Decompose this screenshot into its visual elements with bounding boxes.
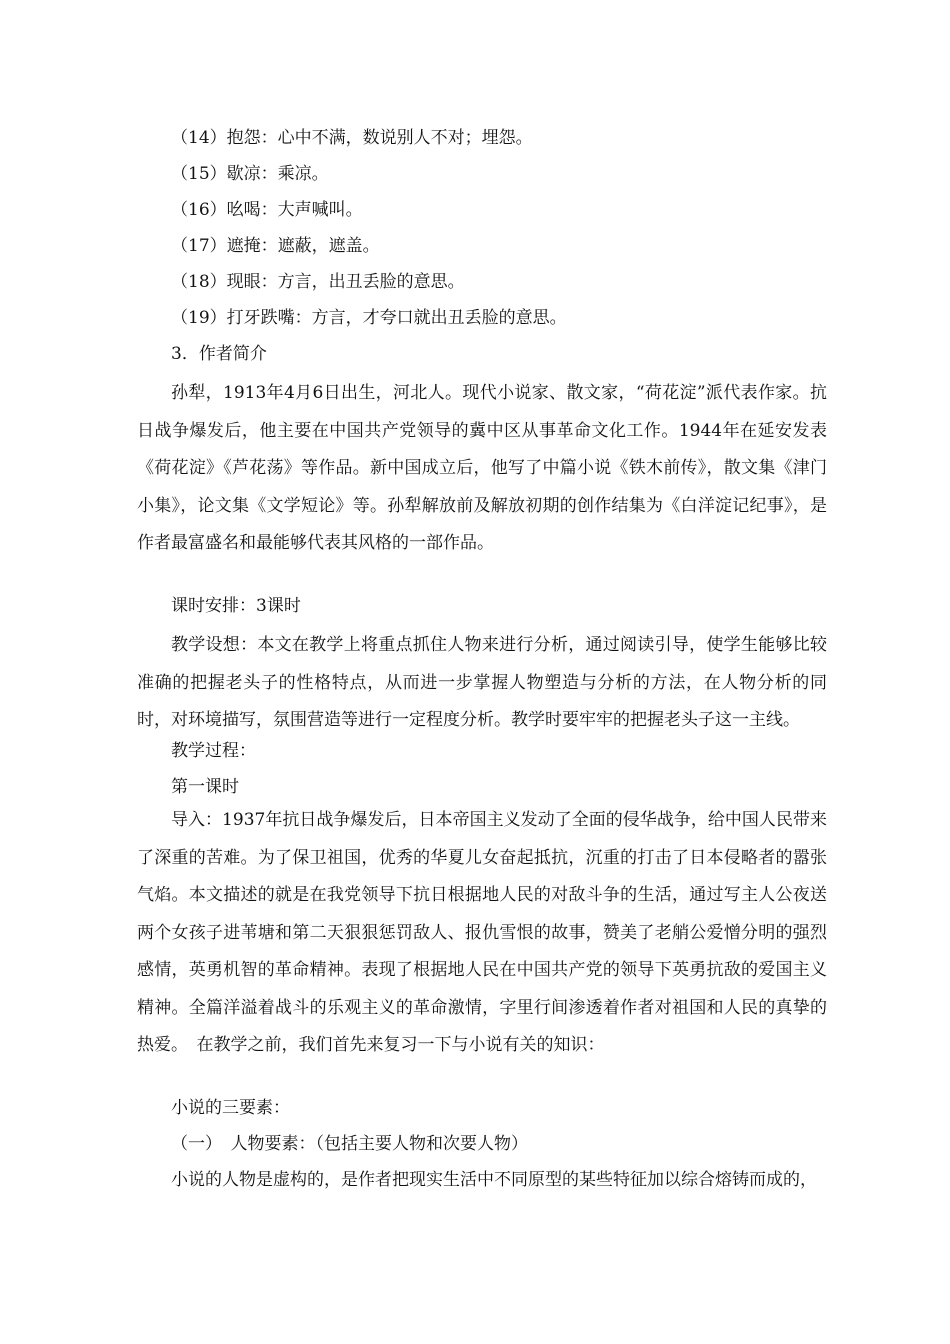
- glossary-item-18: （18）现眼：方言，出丑丢脸的意思。: [171, 272, 465, 292]
- element-one-heading: （一） 人物要素：（包括主要人物和次要人物）: [171, 1134, 528, 1154]
- three-elements-heading: 小说的三要素：: [171, 1098, 290, 1118]
- introduction-paragraph: 导入：1937年抗日战争爆发后，日本帝国主义发动了全面的侵华战争，给中国人民带来了深重的苦难。为了保卫祖国，优秀的华夏儿女奋起抵抗，沉重的打击了日本侵略者的嚣张气焰。本文描述的就是在我党领导下抗日根据地人民的对敌斗争的生活，通过写主人公夜送两个女孩子进苇塘和第二天狠狠惩罚敌人、报仇雪恨的故事，赞美了老艄公爱憎分明的强烈感情，英勇机智的革命精神。表现了根据地人民在中国共产党的领导下英勇抗敌的爱国主义精神。全篇洋溢着战斗的乐观主义的革命激情，字里行间渗透着作者对祖国和人民的真挚的热爱。 在教学之前，我们首先来复习一下与小说有关的知识：: [137, 810, 827, 1055]
- teaching-process-heading: 教学过程：: [171, 741, 256, 761]
- glossary-item-14: （14）抱怨：心中不满，数说别人不对；埋怨。: [171, 128, 533, 148]
- glossary-item-19: （19）打牙跌嘴：方言，才夸口就出丑丢脸的意思。: [171, 308, 567, 328]
- author-heading: 3．作者简介: [171, 344, 267, 364]
- teaching-concept-paragraph: 教学设想：本文在教学上将重点抓住人物来进行分析，通过阅读引导，使学生能够比较准确的把握老头子的性格特点，从而进一步掌握人物塑造与分析的方法，在人物分析的同时，对环境描写，氛围营造等进行一定程度分析。教学时要牢牢的把握老头子这一主线。: [137, 635, 827, 730]
- author-bio-paragraph: 孙犁，1913年4月6日出生，河北人。现代小说家、散文家，“荷花淀”派代表作家。抗日战争爆发后，他主要在中国共产党领导的冀中区从事革命文化工作。1944年在延安发表《荷花淀》《芦花荡》等作品。新中国成立后，他写了中篇小说《铁木前传》，散文集《津门小集》，论文集《文学短论》等。孙犁解放前及解放初期的创作结集为《白洋淀记纪事》，是作者最富盛名和最能够代表其风格的一部作品。: [137, 383, 827, 553]
- first-lesson-heading: 第一课时: [171, 777, 239, 797]
- element-one-text: 小说的人物是虚构的，是作者把现实生活中不同原型的某些特征加以综合熔铸而成的，: [171, 1170, 817, 1190]
- glossary-item-16: （16）吆喝：大声喊叫。: [171, 200, 363, 220]
- lesson-schedule: 课时安排：3课时: [171, 596, 301, 616]
- glossary-item-15: （15）歇凉：乘凉。: [171, 164, 329, 184]
- glossary-item-17: （17）遮掩：遮蔽，遮盖。: [171, 236, 380, 256]
